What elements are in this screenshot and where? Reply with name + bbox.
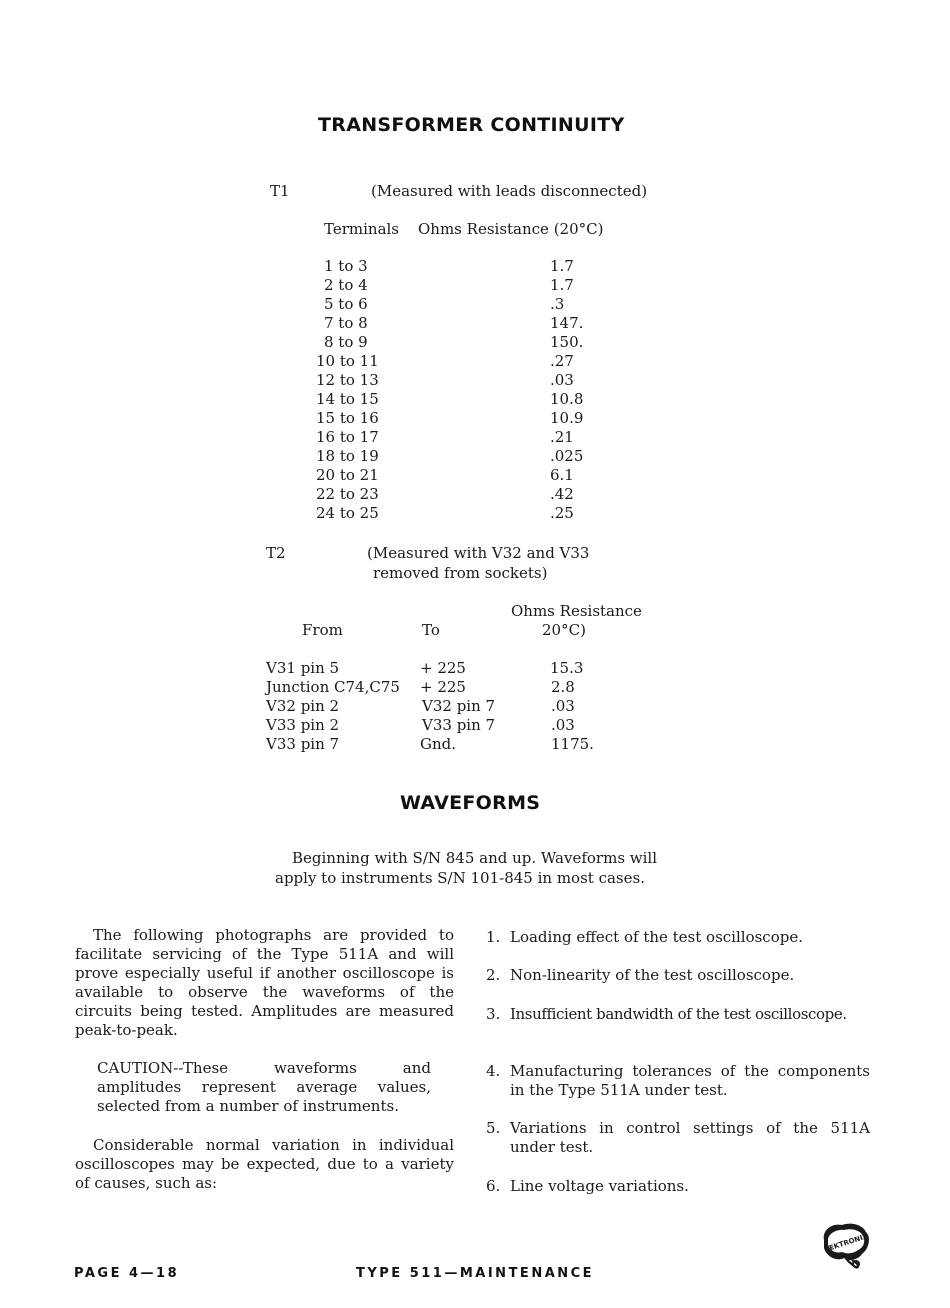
table-row xyxy=(0,659,950,678)
t1-ohms-cell: 10.9 xyxy=(550,409,584,427)
t1-note: (Measured with leads disconnected) xyxy=(371,182,648,200)
t1-ohms-cell: .025 xyxy=(550,447,584,465)
t1-table xyxy=(0,257,950,527)
t1-terminals-cell: 1 to 3 xyxy=(324,257,368,275)
table-row xyxy=(0,257,950,276)
t1-terminals-cell: 20 to 21 xyxy=(316,466,379,484)
table-row xyxy=(0,735,950,754)
t1-col-terminals: Terminals xyxy=(324,220,400,238)
t2-note-line2: removed from sockets) xyxy=(373,564,548,582)
t2-to-cell: + 225 xyxy=(420,678,466,696)
t2-to-cell: V32 pin 7 xyxy=(422,697,496,715)
t2-col-to: To xyxy=(422,621,440,639)
list-item-text: Variations in control settings of the 511A under test. xyxy=(510,1119,870,1156)
list-item-number: 3. xyxy=(486,1005,501,1023)
table-row xyxy=(0,678,950,697)
table-row xyxy=(0,466,950,485)
table-row xyxy=(0,428,950,447)
t1-terminals-cell: 18 to 19 xyxy=(316,447,379,465)
page-number: PAGE 4—18 xyxy=(74,1266,180,1281)
t2-label: T2 xyxy=(266,544,286,562)
variation-paragraph: Considerable normal variation in individual oscilloscopes may be expected, due to a variety of causes, such as: xyxy=(75,1136,454,1192)
t2-from-cell: V32 pin 2 xyxy=(266,697,340,715)
list-item-number: 1. xyxy=(486,928,501,946)
t1-terminals-cell: 12 to 13 xyxy=(316,371,379,389)
table-row xyxy=(0,276,950,295)
list-item-number: 4. xyxy=(486,1062,501,1080)
t1-ohms-cell: 10.8 xyxy=(550,390,584,408)
t2-ohms-cell: .03 xyxy=(551,716,575,734)
t1-terminals-cell: 10 to 11 xyxy=(316,352,379,370)
table-row xyxy=(0,409,950,428)
waveforms-intro-line2: apply to instruments S/N 101-845 in most cases. xyxy=(275,869,645,887)
waveforms-heading: WAVEFORMS xyxy=(400,792,541,814)
t2-to-cell: Gnd. xyxy=(420,735,457,753)
table-row xyxy=(0,371,950,390)
t2-col-ohms-line2: 20°C) xyxy=(542,621,586,639)
t1-ohms-cell: .03 xyxy=(550,371,574,389)
t1-ohms-cell: .25 xyxy=(550,504,574,522)
t1-ohms-cell: 150. xyxy=(550,333,584,351)
logo-text: TEKTRONIX xyxy=(823,1232,869,1254)
transformer-continuity-heading: TRANSFORMER CONTINUITY xyxy=(318,114,625,136)
t1-terminals-cell: 7 to 8 xyxy=(324,314,368,332)
t1-terminals-cell: 15 to 16 xyxy=(316,409,379,427)
t1-terminals-cell: 8 to 9 xyxy=(324,333,368,351)
list-item-text: Manufacturing tolerances of the components in the Type 511A under test. xyxy=(510,1062,870,1099)
table-row xyxy=(0,716,950,735)
t1-ohms-cell: .3 xyxy=(550,295,565,313)
t2-to-cell: V33 pin 7 xyxy=(422,716,496,734)
t1-col-ohms: Ohms Resistance (20°C) xyxy=(418,220,604,238)
table-row xyxy=(0,504,950,523)
t2-ohms-cell: 15.3 xyxy=(550,659,584,677)
list-item-text: Line voltage variations. xyxy=(510,1177,689,1195)
t1-ohms-cell: .21 xyxy=(550,428,574,446)
table-row xyxy=(0,485,950,504)
t2-col-from: From xyxy=(302,621,343,639)
t1-ohms-cell: .27 xyxy=(550,352,574,370)
t2-to-cell: + 225 xyxy=(420,659,466,677)
t1-terminals-cell: 5 to 6 xyxy=(324,295,368,313)
list-item-text: Non-linearity of the test oscilloscope. xyxy=(510,966,795,984)
table-row xyxy=(0,333,950,352)
table-row xyxy=(0,352,950,371)
t1-ohms-cell: 6.1 xyxy=(550,466,574,484)
t2-col-ohms-line1: Ohms Resistance xyxy=(511,602,642,620)
t1-ohms-cell: 147. xyxy=(550,314,584,332)
t1-ohms-cell: 1.7 xyxy=(550,276,574,294)
t1-terminals-cell: 24 to 25 xyxy=(316,504,379,522)
t1-label: T1 xyxy=(270,182,290,200)
t2-from-cell: Junction C74,C75 xyxy=(266,678,400,696)
footer-title: TYPE 511—MAINTENANCE xyxy=(356,1266,595,1281)
list-item-text: Insufficient bandwidth of the test oscilloscope. xyxy=(510,1005,847,1023)
table-row xyxy=(0,390,950,409)
t1-ohms-cell: .42 xyxy=(550,485,574,503)
t2-ohms-cell: 1175. xyxy=(551,735,594,753)
list-item-number: 2. xyxy=(486,966,501,984)
t2-table xyxy=(0,659,950,759)
waveforms-intro-line1: Beginning with S/N 845 and up. Waveforms will xyxy=(292,849,658,867)
t2-note-line1: (Measured with V32 and V33 xyxy=(367,544,590,562)
caution-paragraph: CAUTION--These waveforms and amplitudes represent average values, selected from a number of instruments. xyxy=(97,1059,431,1115)
t2-from-cell: V33 pin 7 xyxy=(266,735,340,753)
t2-from-cell: V31 pin 5 xyxy=(266,659,340,677)
table-row xyxy=(0,314,950,333)
t2-ohms-cell: .03 xyxy=(551,697,575,715)
t2-ohms-cell: 2.8 xyxy=(551,678,575,696)
t1-terminals-cell: 22 to 23 xyxy=(316,485,379,503)
list-item-number: 5. xyxy=(486,1119,501,1137)
t1-terminals-cell: 2 to 4 xyxy=(324,276,368,294)
table-row xyxy=(0,697,950,716)
t2-from-cell: V33 pin 2 xyxy=(266,716,340,734)
list-item-text: Loading effect of the test oscilloscope. xyxy=(510,928,803,946)
table-row xyxy=(0,447,950,466)
t1-terminals-cell: 16 to 17 xyxy=(316,428,379,446)
list-item-number: 6. xyxy=(486,1177,501,1195)
t1-terminals-cell: 14 to 15 xyxy=(316,390,379,408)
intro-paragraph: The following photographs are provided to facilitate servicing of the Type 511A and will prove especially useful if another oscilloscope is available to observe the waveforms of the circuits being tested. Amplitudes are measured peak-to-peak. xyxy=(75,926,454,1039)
t1-ohms-cell: 1.7 xyxy=(550,257,574,275)
tektronix-logo-icon xyxy=(818,1220,874,1270)
table-row xyxy=(0,295,950,314)
